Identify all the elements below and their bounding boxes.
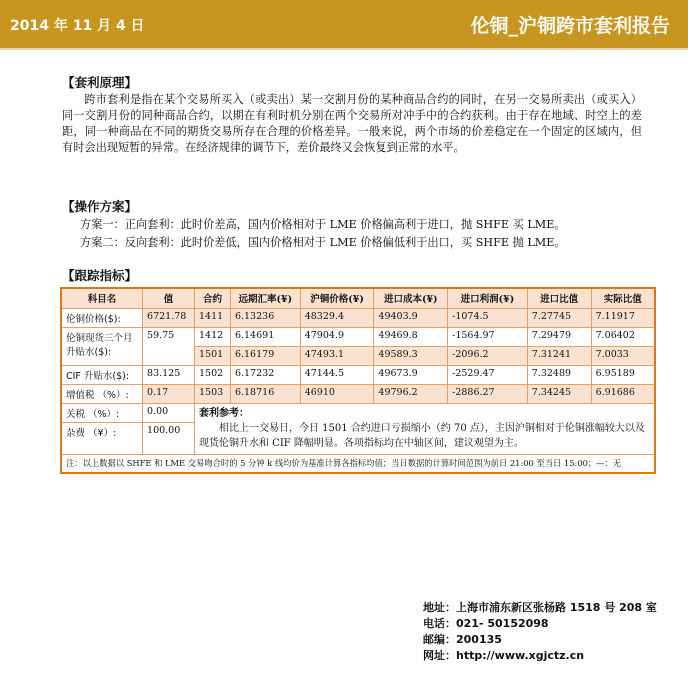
tracking-table <box>60 287 656 474</box>
actual-ratio: 6.95189 <box>591 365 655 384</box>
item-name: 杂费 （¥）: <box>61 422 143 454</box>
item-value: 59.75 <box>143 327 195 365</box>
actual-ratio: 7.11917 <box>591 308 655 327</box>
column-header: 沪铜价格(¥) <box>300 288 374 308</box>
import-profit: -1564.97 <box>448 327 528 346</box>
actual-ratio: 6.91686 <box>591 384 655 403</box>
plan-one: 方案一：正向套利：此时价差高，国内价格相对于 LME 价格偏高利于进口，抛 SHFE 买 LME。 <box>80 218 566 231</box>
actual-ratio: 7.06402 <box>591 327 655 346</box>
postcode-line: 邮编：200135 <box>423 633 502 646</box>
shfe-price: 47904.9 <box>300 327 374 346</box>
column-header: 进口利润(¥) <box>448 288 528 308</box>
column-header: 远期汇率(¥) <box>230 288 300 308</box>
actual-ratio: 7.0033 <box>591 346 655 365</box>
import-ratio: 7.27745 <box>527 308 591 327</box>
column-header: 科目名 <box>61 288 143 308</box>
table-row <box>61 384 655 403</box>
column-header: 实际比值 <box>591 288 655 308</box>
item-name: 伦铜现货三个月升贴水($): <box>61 327 143 365</box>
tracking-heading: 【跟踪指标】 <box>62 268 138 283</box>
table-row <box>61 403 655 422</box>
import-cost: 49589.3 <box>374 346 448 365</box>
column-header: 进口成本(¥) <box>374 288 448 308</box>
item-name: 增值税 （%）: <box>61 384 143 403</box>
import-cost: 49796.2 <box>374 384 448 403</box>
item-name: 关税 （%）: <box>61 403 143 422</box>
import-ratio: 7.29479 <box>527 327 591 346</box>
address-line: 地址：上海市浦东新区张杨路 1518 号 208 室 <box>423 601 657 614</box>
report-title: 伦铜_沪铜跨市套利报告 <box>470 15 670 37</box>
table-note: 注：以上数据以 SHFE 和 LME 交易吻合时的 5 分钟 k 线均价为基准计算各指标均值；当日数据的计算时间范围为前日 21:00 至当日 15:00；—：无 <box>61 454 655 473</box>
item-value: 0.00 <box>143 403 195 422</box>
import-cost: 49469.8 <box>374 327 448 346</box>
import-ratio: 7.32489 <box>527 365 591 384</box>
contract-code: 1411 <box>194 308 230 327</box>
forward-fx: 6.16179 <box>230 346 300 365</box>
import-ratio: 7.31241 <box>527 346 591 365</box>
reference-title: 套利参考： <box>198 407 249 419</box>
item-name: CIF 升贴水($): <box>61 365 143 384</box>
principle-text: 跨市套利是指在某个交易所买入（或卖出）某一交割月份的某种商品合约的同时，在另一交易所卖出（或买入）同一交割月份的同种商品合约，以期在有利时机分别在两个交易所对冲手中的合约获利。由于存在地域、时空上的差距，同一种商品在不同的期货交易所存在合理的价格差异。一般来说，两个市场的价差稳定在一个固定的区域内，但有时会出现短暂的异常。在经济规律的调节下，差价最终又会恢复到正常的水平。 <box>62 93 642 154</box>
report-date: 2014 年 11 月 4 日 <box>10 18 145 34</box>
shfe-price: 46910 <box>300 384 374 403</box>
table-row <box>61 365 655 384</box>
shfe-price: 47493.1 <box>300 346 374 365</box>
forward-fx: 6.17232 <box>230 365 300 384</box>
import-profit: -2096.2 <box>448 346 528 365</box>
item-value: 83.125 <box>143 365 195 384</box>
plan-heading: 【操作方案】 <box>62 199 138 214</box>
contract-code: 1502 <box>194 365 230 384</box>
import-profit: -1074.5 <box>448 308 528 327</box>
column-header: 合约 <box>194 288 230 308</box>
item-name: 伦铜价格($): <box>61 308 143 327</box>
import-cost: 49673.9 <box>374 365 448 384</box>
forward-fx: 6.13236 <box>230 308 300 327</box>
contract-code: 1501 <box>194 346 230 365</box>
phone-line: 电话：021- 50152098 <box>423 617 549 630</box>
contract-code: 1412 <box>194 327 230 346</box>
forward-fx: 6.18716 <box>230 384 300 403</box>
plan-section <box>62 199 642 251</box>
tracking-section <box>62 268 642 284</box>
contract-code: 1503 <box>194 384 230 403</box>
header-divider <box>0 48 688 50</box>
shfe-price: 47144.5 <box>300 365 374 384</box>
import-profit: -2529.47 <box>448 365 528 384</box>
report-header <box>0 0 688 48</box>
import-profit: -2886.27 <box>448 384 528 403</box>
import-ratio: 7.34245 <box>527 384 591 403</box>
item-value: 100.00 <box>143 422 195 454</box>
website-link[interactable]: 网址：http://www.xgjctz.cn <box>423 649 585 662</box>
principle-section <box>62 75 642 156</box>
item-value: 6721.78 <box>143 308 195 327</box>
table-row <box>61 327 655 346</box>
reference-text: 相比上一交易日，今日 1501 合约进口亏损缩小（约 70 点），主因沪铜相对于伦铜涨幅较大以及现货伦铜升水和 CIF 降幅明显。各项指标均在中轴区间，建议观望为主。 <box>198 422 645 449</box>
plan-two: 方案二：反向套利：此时价差低，国内价格相对于 LME 价格偏低利于出口，买 SHFE 抛 LME。 <box>80 236 566 249</box>
contact-info <box>423 600 657 664</box>
principle-heading: 【套利原理】 <box>62 75 138 90</box>
item-value: 0.17 <box>143 384 195 403</box>
shfe-price: 48329.4 <box>300 308 374 327</box>
forward-fx: 6.14691 <box>230 327 300 346</box>
table-header-row <box>61 288 655 308</box>
arbitrage-reference <box>194 403 655 454</box>
table-row <box>61 308 655 327</box>
column-header: 进口比值 <box>527 288 591 308</box>
table-row <box>61 454 655 473</box>
column-header: 值 <box>143 288 195 308</box>
import-cost: 49403.9 <box>374 308 448 327</box>
